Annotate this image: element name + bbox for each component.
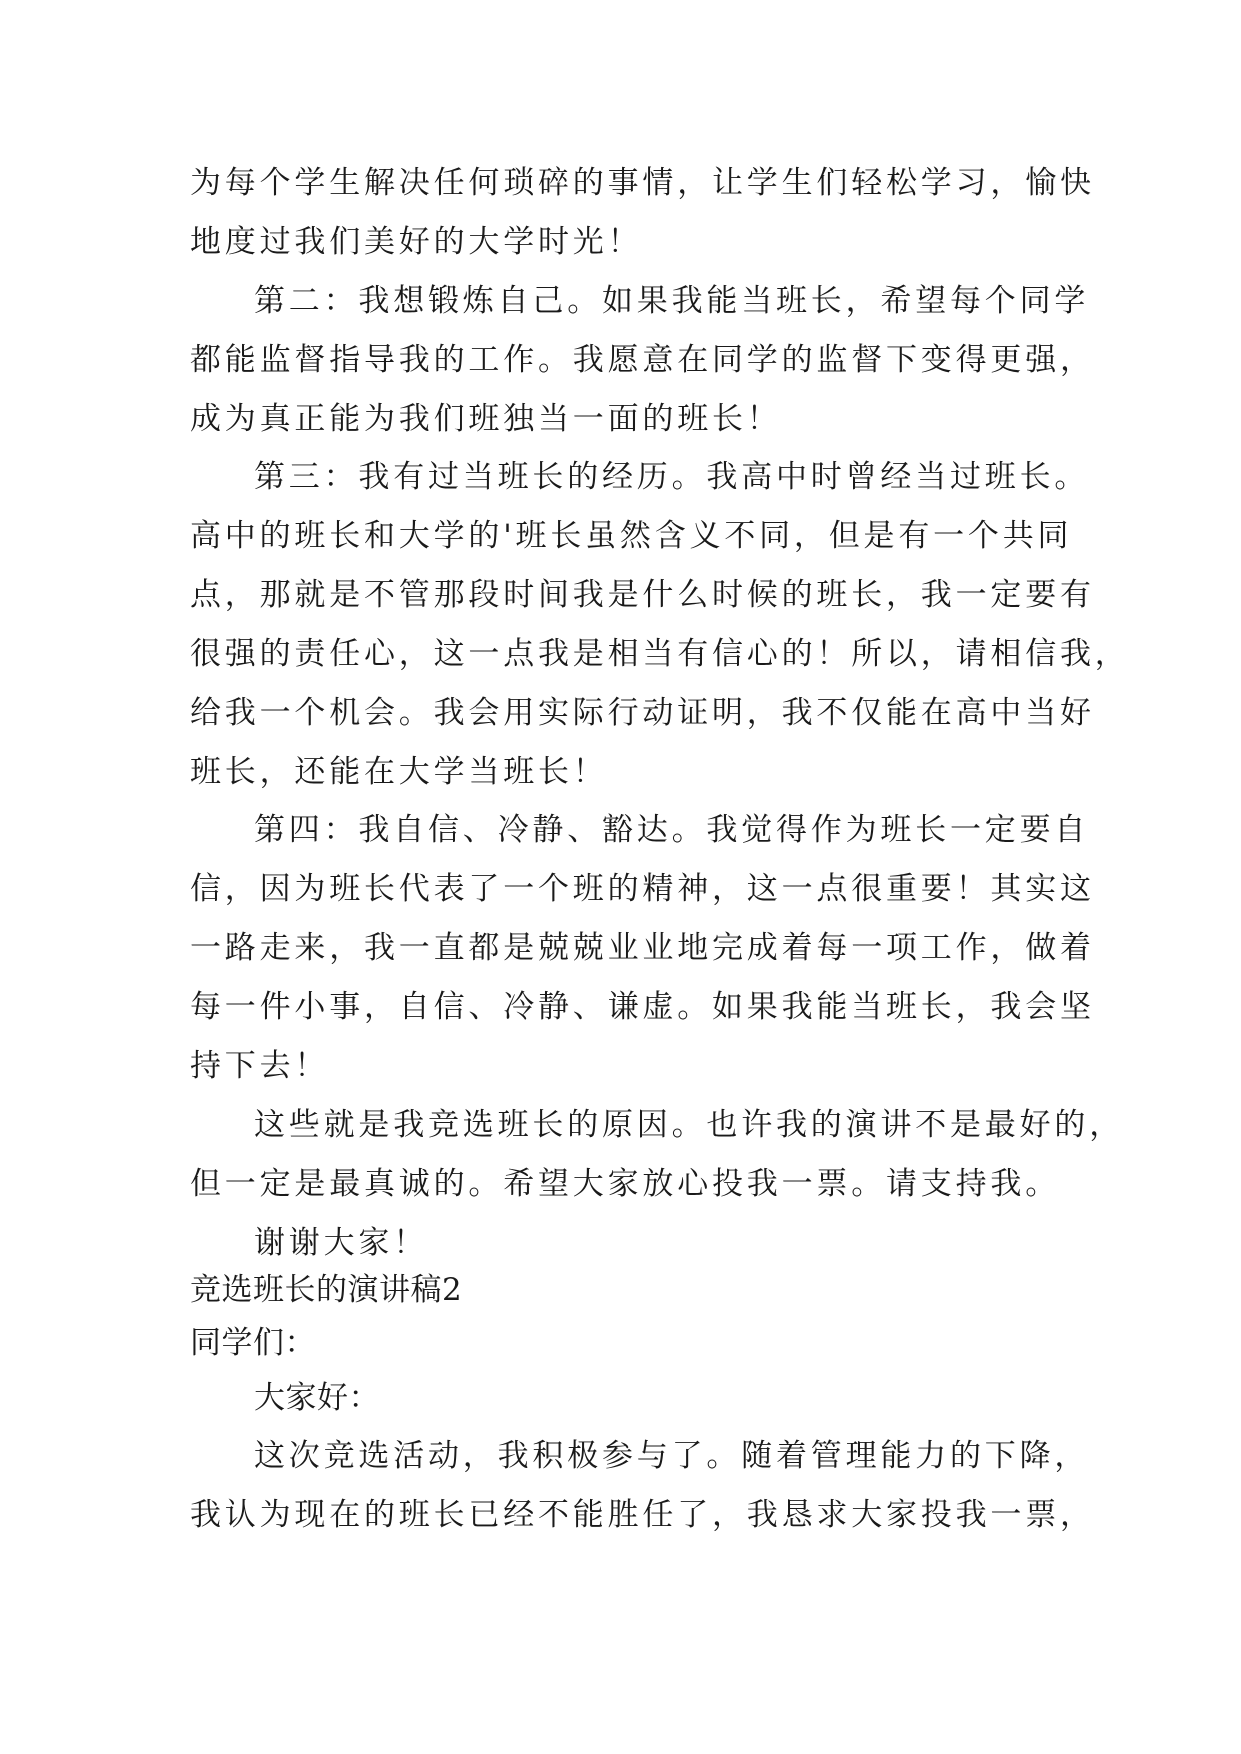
paragraph-line: 为每个学生解决任何琐碎的事情，让学生们轻松学习，愉快 bbox=[190, 165, 1095, 201]
paragraph-line: 每一件小事，自信、冷静、谦虚。如果我能当班长，我会坚 bbox=[190, 989, 1095, 1025]
paragraph-line: 都能监督指导我的工作。我愿意在同学的监督下变得更强， bbox=[190, 342, 1095, 378]
paragraph-line: 很强的责任心，这一点我是相当有信心的！所以，请相信我， bbox=[190, 636, 1130, 672]
paragraph-line: 谢谢大家！ bbox=[254, 1225, 428, 1261]
paragraph-line: 这些就是我竞选班长的原因。也许我的演讲不是最好的， bbox=[254, 1107, 1124, 1143]
paragraph-line: 我认为现在的班长已经不能胜任了，我恳求大家投我一票， bbox=[190, 1497, 1095, 1533]
greeting: 大家好： bbox=[254, 1380, 380, 1416]
paragraph-line: 一路走来，我一直都是兢兢业业地完成着每一项工作，做着 bbox=[190, 930, 1095, 966]
paragraph-line: 第三：我有过当班长的经历。我高中时曾经当过班长。 bbox=[254, 459, 1090, 495]
paragraph-line: 点，那就是不管那段时间我是什么时候的班长，我一定要有 bbox=[190, 577, 1095, 613]
paragraph-line: 持下去！ bbox=[190, 1048, 330, 1084]
section-heading: 竞选班长的演讲稿2 bbox=[190, 1272, 463, 1308]
paragraph-line: 成为真正能为我们班独当一面的班长！ bbox=[190, 401, 782, 437]
paragraph-line: 第二：我想锻炼自己。如果我能当班长，希望每个同学 bbox=[254, 283, 1090, 319]
paragraph-line: 信，因为班长代表了一个班的精神，这一点很重要！其实这 bbox=[190, 871, 1095, 907]
paragraph-line: 班长，还能在大学当班长！ bbox=[190, 754, 608, 790]
paragraph-line: 高中的班长和大学的'班长虽然含义不同，但是有一个共同 bbox=[190, 518, 1073, 554]
paragraph-line: 但一定是最真诚的。希望大家放心投我一票。请支持我。 bbox=[190, 1166, 1060, 1202]
paragraph-line: 地度过我们美好的大学时光！ bbox=[190, 224, 643, 260]
paragraph-line: 这次竞选活动，我积极参与了。随着管理能力的下降， bbox=[254, 1438, 1090, 1474]
paragraph-line: 第四：我自信、冷静、豁达。我觉得作为班长一定要自 bbox=[254, 812, 1090, 848]
salutation: 同学们： bbox=[190, 1325, 316, 1361]
paragraph-line: 给我一个机会。我会用实际行动证明，我不仅能在高中当好 bbox=[190, 695, 1095, 731]
